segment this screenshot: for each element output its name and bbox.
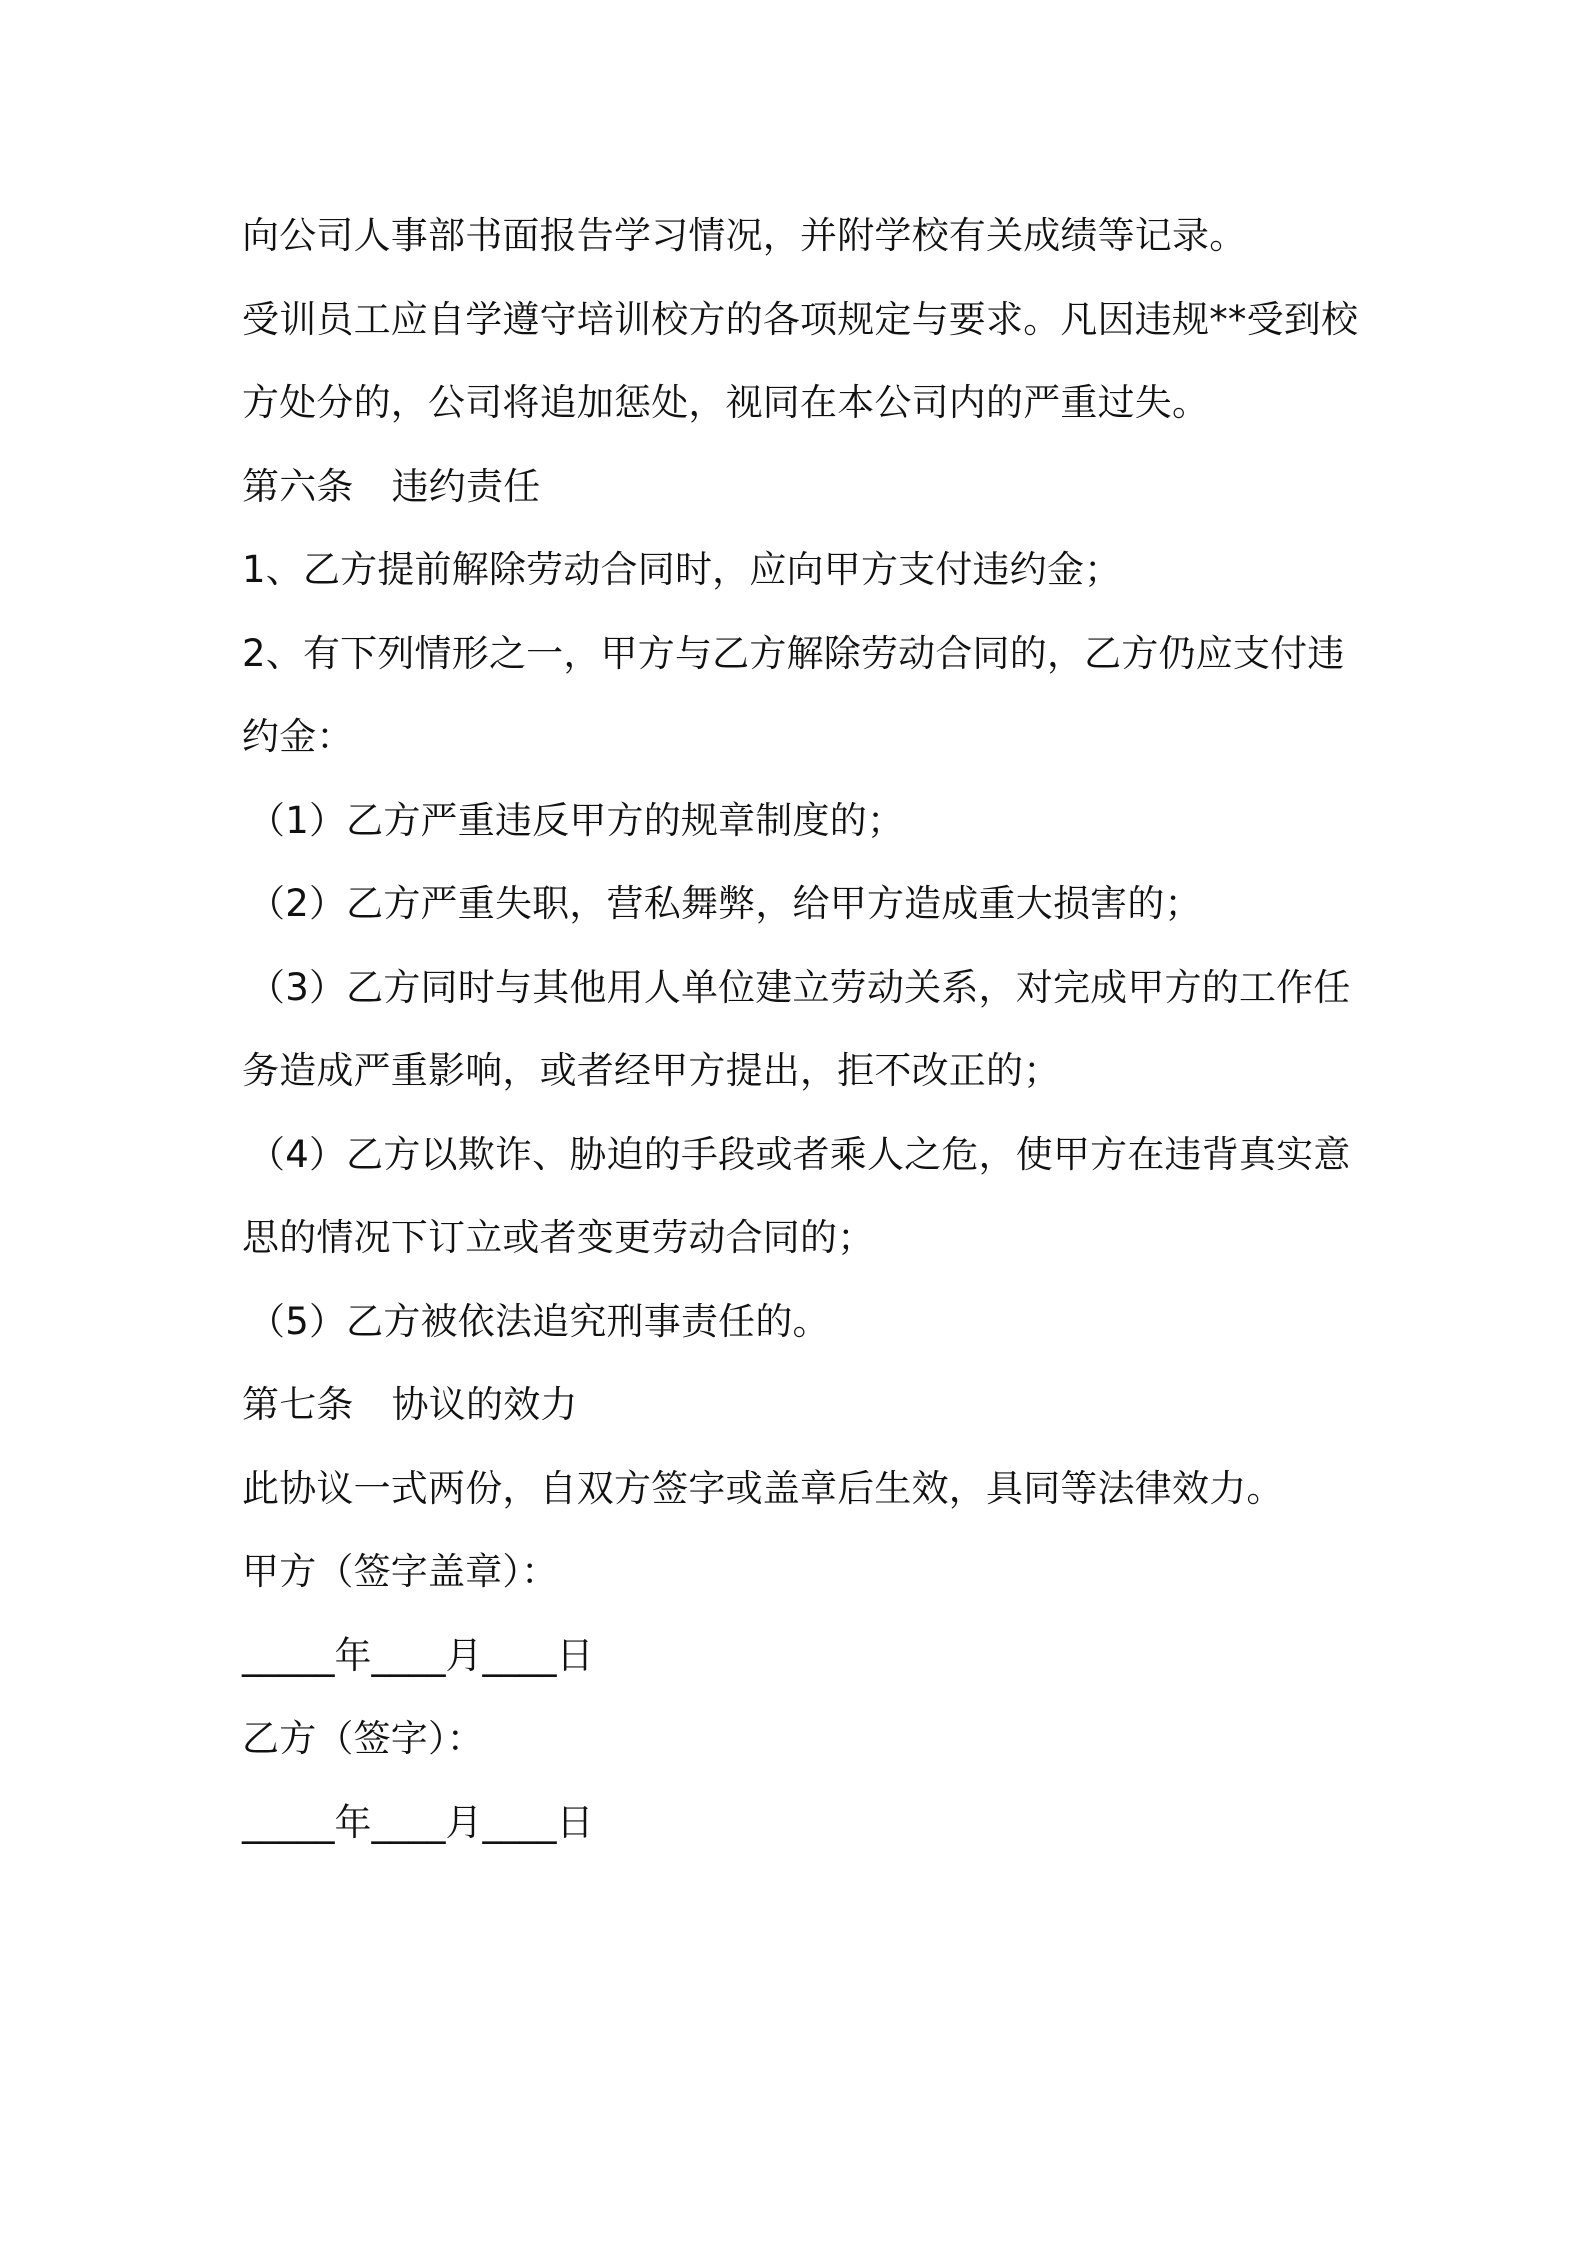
- article-number: 第六条: [242, 464, 354, 508]
- article-title: 协议的效力: [391, 1383, 578, 1426]
- effectiveness-clause: 此协议一式两份，自双方签字或盖章后生效，具同等法律效力。: [242, 1466, 1284, 1510]
- party-a-date-line: _____年____月____日: [242, 1633, 594, 1677]
- party-b-date-line: _____年____月____日: [242, 1800, 594, 1844]
- document-body: [242, 194, 1362, 1864]
- paragraph-line: 向公司人事部书面报告学习情况，并附学校有关成绩等记录。: [242, 214, 1247, 257]
- article-title: 违约责任: [391, 464, 541, 508]
- article-number: 第七条: [242, 1383, 354, 1426]
- list-item-4-continued: 思的情况下订立或者变更劳动合同的；: [242, 1216, 875, 1259]
- paragraph-line: 方处分的，公司将追加惩处，视同在本公司内的严重过失。: [242, 381, 1210, 424]
- list-item-4: （4）乙方以欺诈、胁迫的手段或者乘人之危，使甲方在违背真实意: [248, 1132, 1351, 1176]
- clause-2-continued: 约金：: [242, 715, 354, 758]
- party-a-signature-label: 甲方（签字盖章）：: [242, 1550, 559, 1593]
- article-6-heading: [242, 445, 1362, 529]
- list-item-5: （5）乙方被依法追究刑事责任的。: [248, 1299, 830, 1343]
- list-item-3: （3）乙方同时与其他用人单位建立劳动关系，对完成甲方的工作任: [248, 965, 1351, 1009]
- paragraph-line: 受训员工应自学遵守培训校方的各项规定与要求。凡因违规**受到校: [242, 297, 1359, 341]
- article-7-heading: [242, 1363, 1362, 1447]
- party-b-signature-label: 乙方（签字）：: [242, 1717, 484, 1760]
- clause-1: 1、乙方提前解除劳动合同时，应向甲方支付违约金；: [242, 548, 1122, 591]
- list-item-1: （1）乙方严重违反甲方的规章制度的；: [248, 798, 905, 842]
- list-item-3-continued: 务造成严重影响，或者经甲方提出，拒不改正的；: [242, 1049, 1061, 1092]
- list-item-2: （2）乙方严重失职，营私舞弊，给甲方造成重大损害的；: [248, 882, 1202, 925]
- clause-2: 2、有下列情形之一，甲方与乙方解除劳动合同的，乙方仍应支付违: [242, 631, 1345, 675]
